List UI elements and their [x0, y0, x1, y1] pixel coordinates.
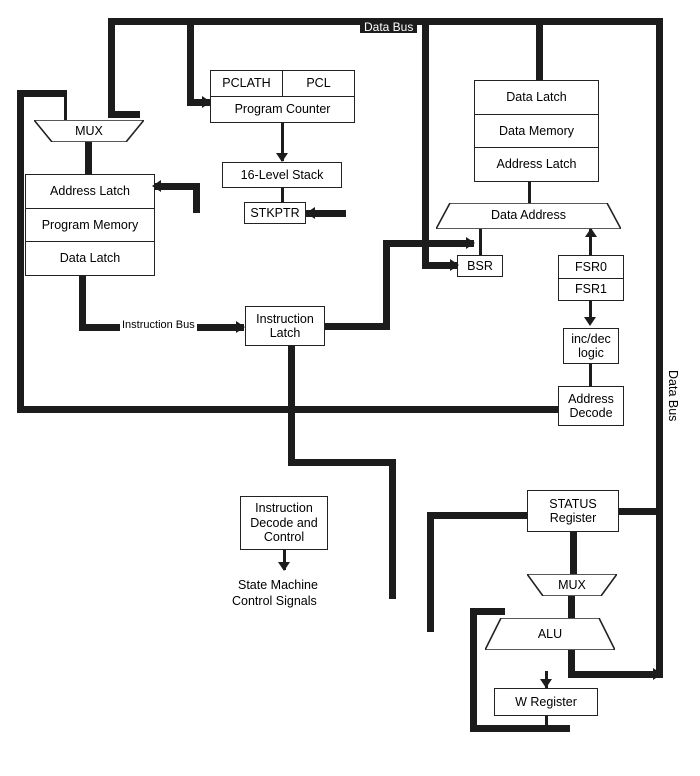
decode-branch-horizontal: [288, 459, 396, 466]
instruction-latch-label-line2: Latch: [269, 326, 301, 340]
instruction-latch-label-line1: Instruction: [256, 311, 314, 326]
mux-top: [34, 120, 144, 142]
incdec-to-address-decode-wire: [589, 364, 592, 386]
stack-to-address-latch-vertical: [193, 183, 200, 213]
instruction-latch-box: [245, 306, 325, 346]
instruction-decode-control-box: [240, 496, 328, 550]
state-machine-label-line2: Control Signals: [232, 594, 317, 608]
data-bus-top-label: Data Bus: [360, 21, 417, 33]
pclath-pcl-row: [211, 71, 354, 97]
stkptr-box: [244, 202, 306, 224]
alu-left-input-horizontal: [470, 608, 505, 615]
decode-to-status-vertical: [427, 512, 434, 632]
mux-to-address-latch-wire: [85, 140, 92, 176]
instruction-decode-label-line2: Decode and: [250, 515, 318, 530]
address-latch-input-arrow: [152, 180, 161, 192]
data-bus-to-mux-horizontal: [108, 111, 140, 118]
data-bus-right-column-branch: [536, 18, 543, 80]
fsr1: FSR1: [575, 282, 607, 297]
program-memory: Program Memory: [26, 209, 154, 243]
address-latch-left: Address Latch: [26, 175, 154, 209]
stkptr-label: STKPTR: [250, 205, 300, 220]
fsr-group: [558, 255, 624, 301]
instruction-latch-input-arrow: [236, 321, 245, 333]
decode-branch-vertical: [389, 459, 396, 599]
instruction-latch-out-horizontal: [325, 323, 390, 330]
data-address-input-arrow: [466, 237, 475, 249]
data-latch-right: Data Latch: [475, 81, 598, 115]
status-register-label-line2: Register: [549, 511, 597, 525]
w-register-box: [494, 688, 598, 716]
incdec-logic-label-line1: inc/dec: [571, 331, 611, 346]
state-machine-label-line1: State Machine: [238, 578, 318, 592]
incdec-logic-label-line2: logic: [578, 346, 604, 360]
data-memory: Data Memory: [475, 115, 598, 149]
address-latch-right: Address Latch: [496, 157, 577, 172]
left-feedback-bus-vertical: [17, 90, 24, 410]
status-to-bus-horizontal: [619, 508, 659, 515]
address-decode-box: [558, 386, 624, 426]
instruction-latch-to-lower-bus: [288, 346, 295, 466]
data-address-to-address-latch-wire: [528, 182, 531, 203]
address-decode-label-line2: Decode: [569, 406, 613, 420]
pclath: PCLATH: [211, 71, 283, 96]
data-bus-to-data-memory-branch: [422, 18, 429, 243]
status-register-label-line1: STATUS: [549, 496, 597, 511]
stack-to-stkptr-wire: [281, 188, 284, 202]
left-feedback-bus-to-mux: [17, 90, 67, 97]
mux-left-input-wire: [64, 90, 67, 122]
data-latch-left: Data Latch: [59, 251, 121, 266]
alu-left-input-vertical: [470, 608, 477, 728]
instruction-bus-label: Instruction Bus: [122, 319, 195, 331]
program-counter-input-arrow: [202, 96, 211, 108]
alu-block: [485, 618, 615, 650]
w-register-label: W Register: [515, 694, 577, 709]
instruction-latch-out-vertical: [383, 240, 390, 326]
instruction-decode-label-line1: Instruction: [255, 501, 313, 516]
data-bus-to-mux-branch: [108, 18, 115, 118]
bsr-input-arrow: [450, 259, 459, 271]
mux-top-label: MUX: [75, 124, 103, 138]
fsr-to-data-address-arrow: [585, 228, 597, 237]
mux-to-alu-wire: [568, 596, 575, 620]
data-bus-right-vertical: [656, 18, 663, 678]
w-register-input-arrow: [540, 679, 552, 688]
data-latch-to-instruction-bus-vertical: [79, 276, 86, 331]
data-bus-to-pc-branch: [187, 18, 194, 103]
state-machine-arrow: [278, 562, 290, 571]
program-counter-group: [210, 70, 355, 123]
stack-label: 16-Level Stack: [240, 167, 324, 182]
status-register-box: [527, 490, 619, 532]
instruction-latch-up-horizontal: [383, 240, 428, 247]
data-memory-group: [474, 80, 599, 182]
w-register-loop-horizontal: [470, 725, 570, 732]
fsr0: FSR0: [559, 256, 623, 279]
address-decode-label-line1: Address: [568, 391, 614, 406]
bsr-to-data-address-wire: [479, 229, 482, 255]
status-to-mux-vertical: [570, 532, 577, 574]
decode-to-status-horizontal: [427, 512, 529, 519]
program-memory-group: [25, 174, 155, 276]
instruction-decode-label-line3: Control: [263, 530, 305, 545]
mux-alu-label: MUX: [558, 578, 586, 592]
data-address-label: Data Address: [490, 208, 567, 222]
w-register-out-wire: [545, 716, 548, 726]
fsr-to-incdec-arrow: [584, 317, 596, 326]
stack-box: [222, 162, 342, 188]
alu-output-horizontal: [568, 671, 663, 678]
bsr-box: [457, 255, 503, 277]
stkptr-input-arrow: [306, 207, 315, 219]
stack-input-arrow: [276, 153, 288, 162]
alu-label: ALU: [537, 627, 563, 641]
mux-alu: [527, 574, 617, 596]
data-bus-right-arrow: [653, 668, 662, 680]
data-address-block: [436, 203, 621, 229]
data-bus-right-label: Data Bus: [666, 370, 680, 422]
program-counter: Program Counter: [234, 102, 331, 117]
bsr-label: BSR: [467, 258, 493, 273]
pcl: PCL: [306, 76, 331, 91]
incdec-logic-box: [563, 328, 619, 364]
